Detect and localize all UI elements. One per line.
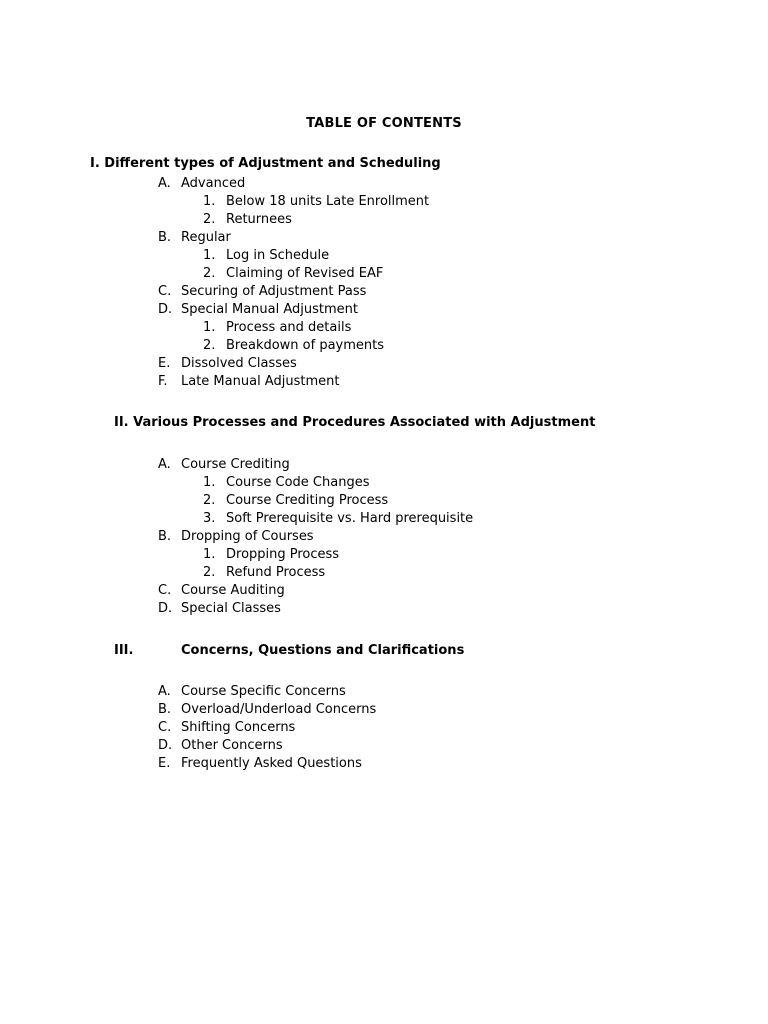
list-item [158,701,558,719]
page-title: TABLE OF CONTENTS [306,116,462,131]
subitem-marker: 2. [203,212,216,227]
item-marker: B. [158,702,172,717]
subitem-marker: 1. [203,320,216,335]
list-subitem [203,510,583,528]
section-heading-2: II. Various Processes and Procedures Associated with Adjustment [114,415,596,430]
subitem-text: Claiming of Revised EAF [226,266,384,281]
subitem-text: Log in Schedule [226,248,330,263]
subitem-marker: 2. [203,493,216,508]
list-subitem [203,546,583,564]
subitem-marker: 2. [203,266,216,281]
list-subitem [203,564,583,582]
list-item [158,355,558,373]
item-text: Course Specific Concerns [181,684,346,699]
list-subitem [203,337,583,355]
subitem-text: Course Code Changes [226,475,370,490]
list-subitem [203,474,583,492]
item-marker: D. [158,601,173,616]
list-item [158,373,558,391]
item-marker: F. [158,374,168,389]
section-heading-3: Concerns, Questions and Clarifications [181,643,465,658]
list-item [158,737,558,755]
list-item [158,582,558,600]
list-item [158,175,558,193]
item-text: Course Crediting [181,457,290,472]
item-marker: B. [158,529,172,544]
list-item [158,683,558,701]
list-item [158,719,558,737]
item-marker: A. [158,684,171,699]
list-item [158,229,558,247]
list-subitem [203,247,583,265]
item-text: Dropping of Courses [181,529,314,544]
item-text: Late Manual Adjustment [181,374,340,389]
subitem-text: Soft Prerequisite vs. Hard prerequisite [226,511,474,526]
subitem-text: Process and details [226,320,352,335]
item-text: Securing of Adjustment Pass [181,284,367,299]
subitem-text: Dropping Process [226,547,340,562]
item-marker: D. [158,302,173,317]
list-item [158,600,558,618]
subitem-marker: 1. [203,194,216,209]
item-text: Advanced [181,176,246,191]
item-marker: B. [158,230,172,245]
subitem-text: Breakdown of payments [226,338,385,353]
item-text: Regular [181,230,231,245]
item-text: Shifting Concerns [181,720,296,735]
subitem-text: Course Crediting Process [226,493,389,508]
subitem-text: Refund Process [226,565,326,580]
subitem-marker: 2. [203,565,216,580]
item-text: Dissolved Classes [181,356,297,371]
list-item [158,283,558,301]
item-text: Course Auditing [181,583,285,598]
item-marker: C. [158,284,172,299]
list-item [158,528,558,546]
list-subitem [203,319,583,337]
item-text: Frequently Asked Questions [181,756,362,771]
item-marker: A. [158,176,171,191]
item-text: Overload/Underload Concerns [181,702,377,717]
item-marker: D. [158,738,173,753]
section-number-3: III. [114,643,134,658]
list-item [158,456,558,474]
item-marker: A. [158,457,171,472]
subitem-marker: 1. [203,547,216,562]
list-item [158,755,558,773]
item-marker: C. [158,720,172,735]
item-marker: C. [158,583,172,598]
list-item [158,301,558,319]
list-subitem [203,492,583,510]
section-heading-1: I. Different types of Adjustment and Scheduling [90,156,441,171]
list-subitem [203,211,583,229]
item-text: Other Concerns [181,738,283,753]
item-text: Special Classes [181,601,281,616]
subitem-text: Returnees [226,212,292,227]
list-subitem [203,193,583,211]
subitem-marker: 3. [203,511,216,526]
item-marker: E. [158,356,171,371]
subitem-marker: 1. [203,248,216,263]
subitem-text: Below 18 units Late Enrollment [226,194,430,209]
item-marker: E. [158,756,171,771]
list-subitem [203,265,583,283]
subitem-marker: 2. [203,338,216,353]
subitem-marker: 1. [203,475,216,490]
item-text: Special Manual Adjustment [181,302,358,317]
